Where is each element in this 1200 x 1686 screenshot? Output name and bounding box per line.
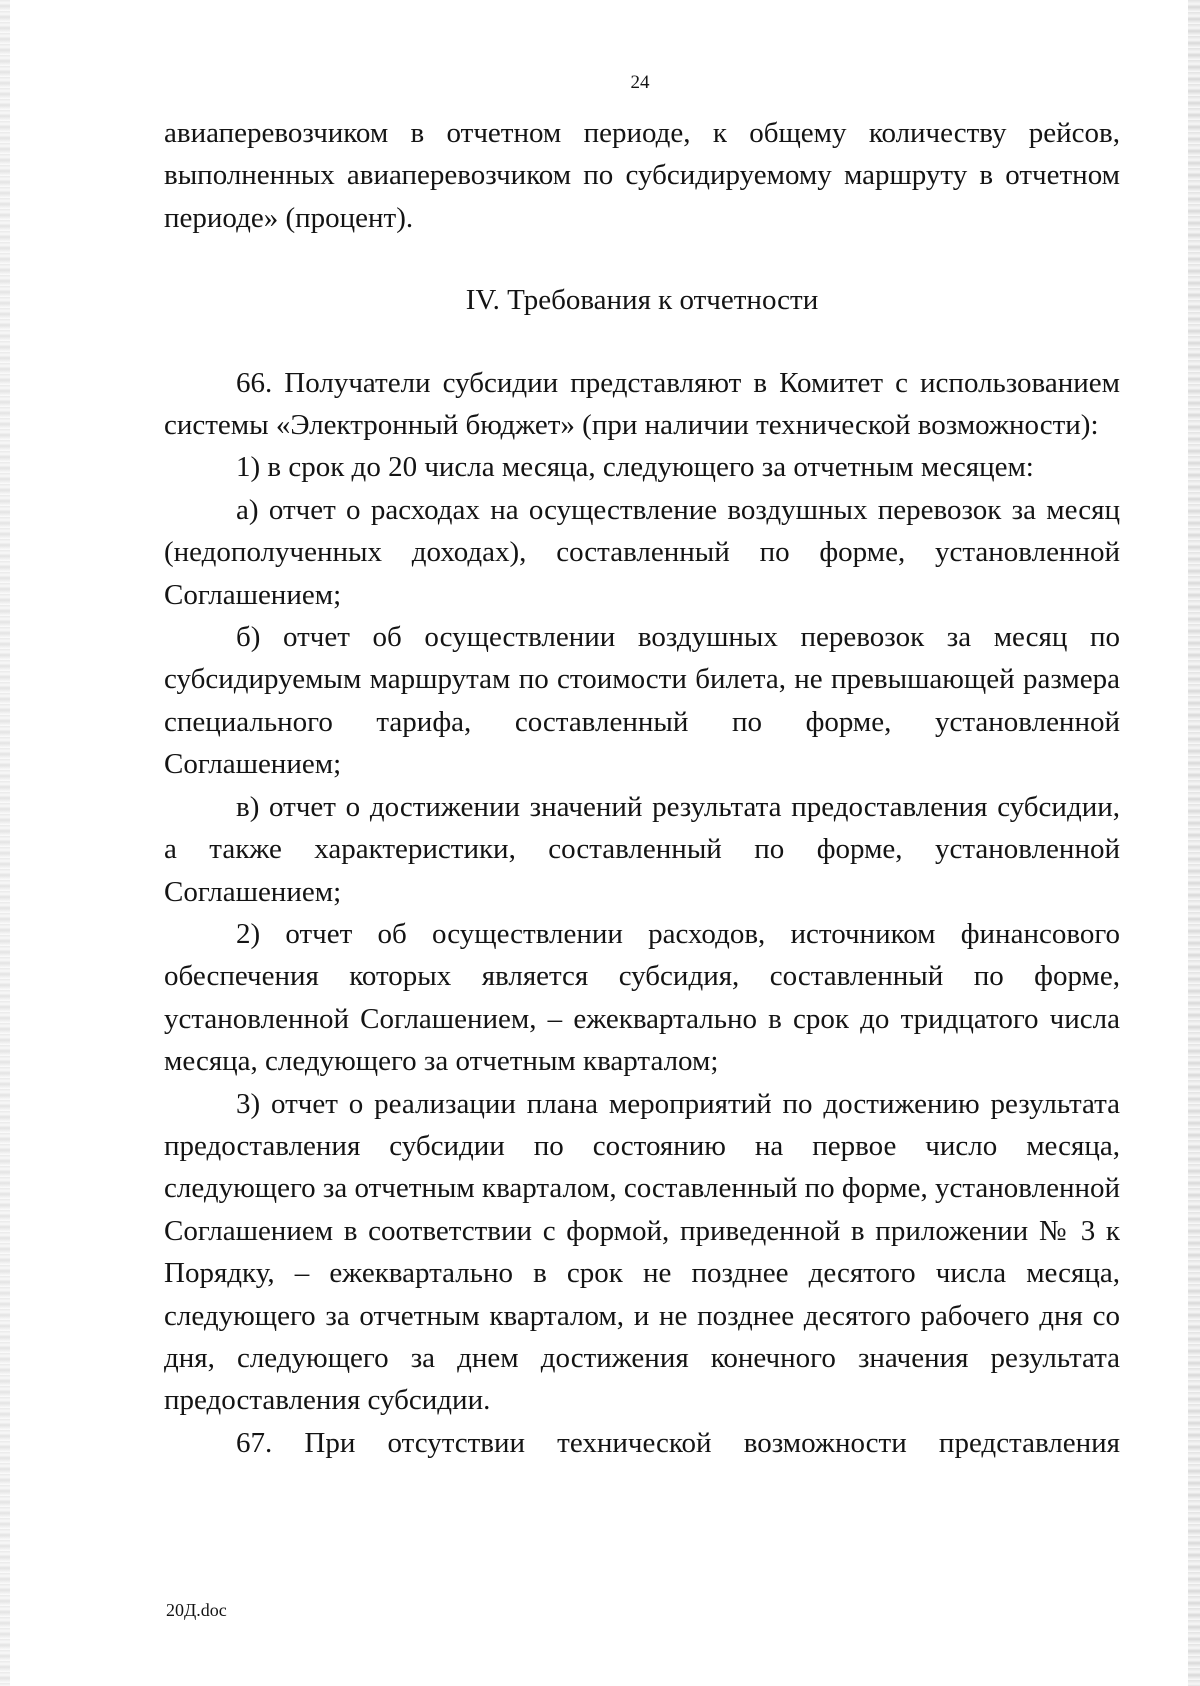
- page-number: 24: [630, 72, 650, 93]
- footer-filename: 20Д.doc: [166, 1600, 227, 1620]
- scan-edge-right: [1188, 0, 1200, 1686]
- paragraph-66-item-1b: б) отчет об осуществлении воздушных перевозок за месяц по субсидируемым маршрутам по стоимости билета, не превышающей размера специального тарифа, составленный по форме, установленной Соглашением;: [164, 621, 1120, 781]
- paragraph-66-item-1v: в) отчет о достижении значений результата предоставления субсидии, а также характеристики, составленный по форме, установленной Соглашением;: [164, 790, 1120, 908]
- paragraph-66: 66. Получатели субсидии представляют в Комитет с использованием системы «Электронный бюджет» (при наличии технической возможности):: [164, 366, 1120, 442]
- paragraph-66-item-1: 1) в срок до 20 числа месяца, следующего за отчетным месяцем:: [236, 451, 1034, 484]
- scan-edge-left: [0, 0, 10, 1686]
- paragraph-continuation: авиаперевозчиком в отчетном периоде, к общему количеству рейсов, выполненных авиаперевозчиком по субсидируемому маршруту в отчетном периоде» (процент).: [164, 117, 1120, 234]
- paragraph-66-item-2: 2) отчет об осуществлении расходов, источником финансового обеспечения которых является субсидия, составленный по форме, установленной Соглашением, – ежеквартально в срок до тридцатого числа месяца, следующего за отчетным кварталом;: [164, 917, 1120, 1078]
- paragraph-67: 67. При отсутствии технической возможности представления: [236, 1426, 1120, 1459]
- document-body: [164, 112, 1120, 1464]
- paragraph-66-item-1a: а) отчет о расходах на осуществление воздушных перевозок за месяц (недополученных доходах), составленный по форме, установленной Соглашением;: [164, 493, 1120, 611]
- section-title: IV. Требования к отчетности: [465, 284, 819, 317]
- paragraph-66-item-3: 3) отчет о реализации плана мероприятий по достижению результата предоставления субсидии по состоянию на первое число месяца, следующего за отчетным кварталом, составленный по форме, установленной Соглашением в соответствии с формой, приведенной в приложении № 3 к Порядку, – ежеквартально в срок не позднее десятого числа месяца, следующего за отчетным кварталом, и не позднее десятого рабочего дня со дня, следующего за днем достижения конечного значения результата предоставления субсидии.: [164, 1087, 1120, 1417]
